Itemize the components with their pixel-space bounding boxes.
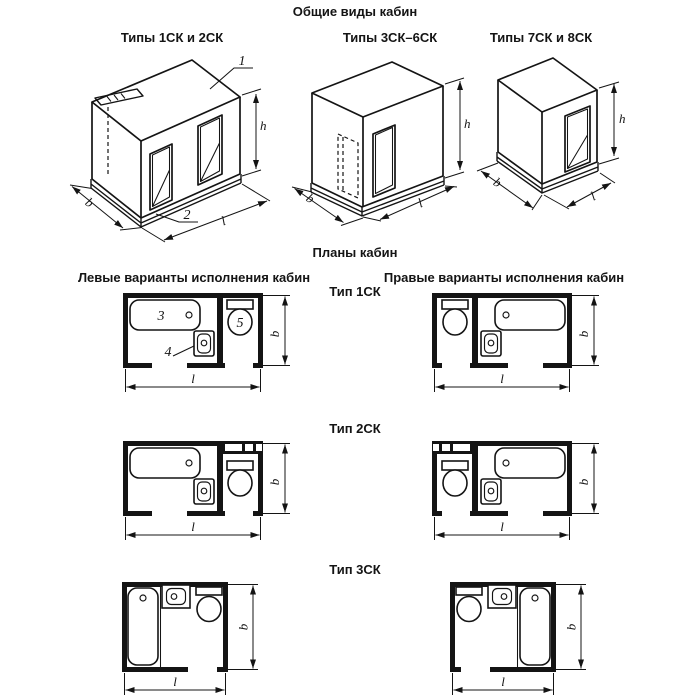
- callout-base-panel: [156, 208, 198, 223]
- washbasin: [481, 479, 501, 504]
- dim-b-text: b: [235, 623, 251, 631]
- view-label-types-3-6: Типы 3СК–6СК: [342, 30, 438, 45]
- plan-type3-label: Тип 3СК: [329, 562, 381, 577]
- dimension-l: [453, 673, 554, 695]
- base-plinth: [497, 152, 598, 193]
- view-label-types-7-8: Типы 7СК и 8СК: [489, 30, 593, 45]
- dimension-b: [572, 444, 599, 514]
- dimension-b: [228, 585, 258, 670]
- dim-h-text: h: [464, 116, 471, 131]
- toilet-callout: 5: [236, 316, 244, 331]
- bathtub: [128, 588, 158, 665]
- door-opening: [565, 106, 590, 172]
- dim-l-text: l: [191, 519, 195, 534]
- bathtub: [495, 300, 565, 330]
- washbasin: [162, 585, 190, 608]
- dimension-l: [363, 186, 457, 221]
- left-column-header: Левые варианты исполнения кабин: [77, 270, 311, 285]
- washbasin: [488, 585, 516, 608]
- washbasin-callout: 4: [164, 345, 172, 360]
- washbasin: [194, 479, 214, 504]
- dim-l-text: l: [191, 371, 195, 386]
- dim-l-text: l: [587, 188, 599, 204]
- toilet: [196, 587, 222, 622]
- bathtub: [495, 448, 565, 478]
- ventilation-block: [432, 441, 472, 454]
- plan-type2-right: [432, 441, 610, 547]
- isometric-view-types-3-6: [285, 50, 480, 235]
- plan-type3-left: [122, 582, 267, 700]
- dim-l-text: l: [219, 213, 228, 229]
- dim-b-text: b: [267, 330, 282, 338]
- door-opening-right: [198, 115, 222, 185]
- dimension-h: [599, 82, 626, 164]
- mirrored-cabin: [432, 293, 572, 368]
- ventilation-block: [223, 441, 263, 454]
- washbasin: [481, 331, 501, 356]
- dim-b-text: b: [576, 478, 591, 486]
- dim-l-text: l: [500, 519, 504, 534]
- dim-l-text: l: [500, 371, 504, 386]
- bathtub-callout: 3: [157, 309, 165, 324]
- dim-h-text: h: [260, 118, 267, 133]
- dimension-b: [70, 185, 142, 230]
- door-opening: [373, 125, 395, 197]
- dim-b-text: b: [267, 478, 282, 486]
- dimension-b: [556, 585, 586, 670]
- toilet: [442, 300, 468, 335]
- plan-type2-label: Тип 2СК: [329, 421, 381, 436]
- mirrored-cabin: [450, 582, 556, 672]
- dimension-b: [292, 187, 363, 226]
- isometric-view-types-1-2: [55, 50, 280, 245]
- plan-type3-right: [450, 582, 595, 700]
- washbasin: [194, 331, 214, 356]
- dim-l-text: l: [415, 195, 425, 211]
- callout-1-text: 1: [238, 54, 246, 69]
- dim-b-text: b: [82, 194, 97, 211]
- toilet: [227, 461, 253, 496]
- dimension-b: [263, 444, 290, 514]
- dimension-l: [435, 369, 570, 392]
- plan-type1-left: [123, 293, 301, 399]
- bathtub: [520, 588, 550, 665]
- toilet: [442, 461, 468, 496]
- washbasin-leader: [173, 346, 194, 356]
- dimension-l: [142, 184, 270, 242]
- toilet: [456, 587, 482, 622]
- plan-type1-label: Тип 1СК: [329, 284, 381, 299]
- view-label-types-1-2: Типы 1СК и 2СК: [120, 30, 224, 45]
- callout-2-text: 2: [183, 208, 191, 223]
- dimension-b: [572, 296, 599, 366]
- dimension-l: [126, 517, 261, 540]
- dimension-l: [126, 369, 261, 392]
- plan-type1-right: [432, 293, 610, 399]
- dim-b-text: b: [303, 190, 318, 207]
- dim-l-text: l: [501, 674, 505, 689]
- mirrored-cabin: [432, 441, 572, 516]
- plan-type2-left: [123, 441, 301, 547]
- dim-b-text: b: [576, 330, 591, 338]
- dimension-l: [435, 517, 570, 540]
- cabin-box: [497, 58, 598, 193]
- dim-l-text: l: [173, 674, 177, 689]
- dimension-b: [263, 296, 290, 366]
- bathtub: [130, 300, 200, 330]
- plans-section-title: Планы кабин: [312, 245, 398, 260]
- dim-b-text: b: [490, 174, 505, 191]
- page-title: Общие виды кабин: [292, 4, 418, 19]
- bathtub: [130, 448, 200, 478]
- hidden-door-left-face: [338, 134, 358, 198]
- dim-h-text: h: [619, 111, 626, 126]
- dimension-h: [242, 89, 267, 176]
- callout-roof-panel: [210, 54, 253, 89]
- isometric-view-types-7-8: [465, 50, 645, 225]
- dim-b-text: b: [563, 623, 579, 631]
- right-column-header: Правые варианты исполнения кабин: [383, 270, 625, 285]
- door-opening-left: [150, 144, 172, 210]
- dimension-l: [125, 673, 226, 695]
